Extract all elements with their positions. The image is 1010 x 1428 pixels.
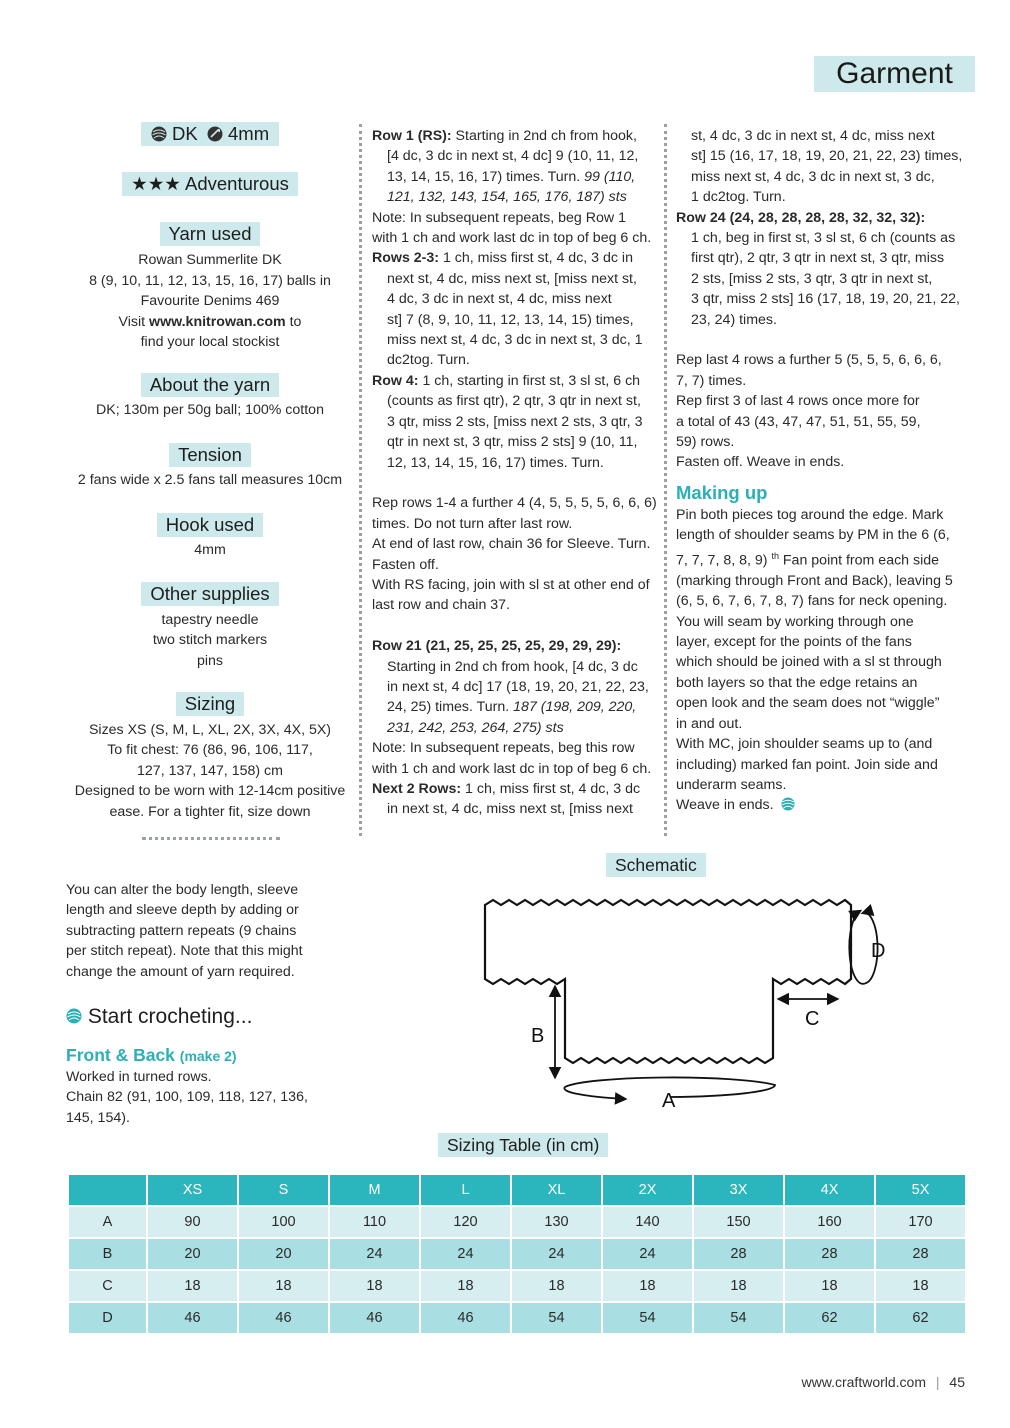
text-line: 3 qtr, miss 2 sts, [miss next 2 sts, 3 qtr, 3 [387,413,643,430]
table-cell: 24 [421,1239,510,1269]
text-line [372,697,662,717]
table-cell: 18 [148,1271,237,1301]
text-line: change the amount of yarn required. [66,963,295,980]
table-cell: 46 [330,1303,419,1333]
repeat-instruction [372,493,662,615]
dotted-divider [664,124,667,836]
text-line: With MC, join shoulder seams up to (and [676,736,933,753]
text-line: 1 ch, starting in first st, 3 sl st, 6 ch [418,372,641,389]
text-line: Fasten off. Weave in ends. [676,454,845,471]
page-number: 45 [949,1374,965,1390]
table-cell: 100 [239,1207,328,1237]
repeat-instruction [676,350,970,472]
text-line: in next st, 4 dc] 17 (18, 19, 20, 21, 22, 23, [387,678,649,695]
table-header-cell: XS [148,1175,237,1205]
text-line: Note: In subsequent repeats, beg Row 1 [372,209,626,226]
text-line: You will seam by working through one [676,613,914,630]
row24-instruction [676,208,970,330]
about-yarn-text: DK; 130m per 50g ball; 100% cotton [96,402,324,419]
text-line: which should be joined with a sl st through [676,654,942,671]
table-cell: 46 [148,1303,237,1333]
rowan-link[interactable]: www.knitrowan.com [149,313,286,330]
text-line: 145, 154). [66,1109,130,1126]
text-line: Sizes XS (S, M, L, XL, 2X, 3X, 4X, 5X) [88,721,332,738]
list-item: pins [196,652,224,669]
text-line: With RS facing, join with sl st at other end of [372,576,650,593]
text-line: Rep last 4 rows a further 5 (5, 5, 5, 6, 6, 6, [676,352,942,369]
row-label: Row 24 (24, 28, 28, 28, 28, 32, 32, 32): [676,209,926,226]
text-line: 7, 7) times. [676,372,747,389]
table-cell: D [69,1303,146,1333]
table-cell: 54 [603,1303,692,1333]
row-label: Row 4: [372,372,419,389]
text-line: 1 dc2tog. Turn. [691,189,786,206]
table-header-row [69,1175,965,1205]
text-line: per stitch repeat). Note that this might [66,943,303,960]
table-cell: 90 [148,1207,237,1237]
front-back-heading [66,1044,336,1067]
tension-heading: Tension [169,443,251,467]
table-header-cell: L [421,1175,510,1205]
text-line [372,167,662,187]
making-up-heading: Making up [676,481,768,503]
row-label: Row 1 (RS): [372,128,452,144]
text-line: in and out. [676,715,743,732]
text-line: open look and the seam does not “wiggle” [676,695,940,712]
table-cell: 18 [239,1271,328,1301]
text-line: 3 qtr, miss 2 sts] 16 (17, 18, 19, 20, 21, 22, [691,291,960,308]
text-line: 1 ch, beg in first st, 3 sl st, 6 ch (counts as [691,230,956,247]
text-line: Rowan Summerlite DK [138,252,282,269]
about-yarn-heading: About the yarn [141,373,279,397]
text-line: You can alter the body length, sleeve [66,882,299,898]
text-line: miss next st, 4 dc, 3 dc in next st, 3 dc, [691,168,935,185]
dimension-b-label: B [531,1025,545,1047]
text-line: 23, 24) times. [691,311,777,328]
text-line: in next st, 4 dc, miss next st, [miss next [387,801,633,818]
table-cell: 24 [603,1239,692,1269]
table-cell: 28 [694,1239,783,1269]
section-tag: Garment [814,56,975,92]
text-line: next st, 4 dc, miss next st, [miss next st, [387,270,637,287]
table-cell: C [69,1271,146,1301]
text-line: Note: In subsequent repeats, beg this row [372,740,635,757]
table-cell: 28 [785,1239,874,1269]
footer-separator: | [935,1374,940,1390]
text-line: length and sleeve depth by adding or [66,902,299,919]
table-header-cell: S [239,1175,328,1205]
table-cell: A [69,1207,146,1237]
text-line: Favourite Denims 469 [140,293,280,310]
dotted-divider [142,837,280,840]
yarn-ball-icon [151,126,167,142]
table-cell: 110 [330,1207,419,1237]
stitch-count: 187 (198, 209, 220, [513,699,637,716]
text-line: 1 ch, miss first st, 4 dc, 3 dc in [439,250,633,267]
table-cell: 18 [512,1271,601,1301]
table-cell: 18 [330,1271,419,1301]
dotted-divider [359,124,362,836]
table-cell: 18 [694,1271,783,1301]
text-line: Starting in 2nd ch from hook, [4 dc, 3 dc [387,658,638,675]
table-cell: 62 [876,1303,965,1333]
tension-text: 2 fans wide x 2.5 fans tall measures 10cm [77,472,343,489]
table-cell: 54 [512,1303,601,1333]
heading-text: Front & Back [66,1045,175,1066]
other-supplies-list [66,610,354,672]
note [372,738,662,779]
text-line: (counts as first qtr), 2 qtr, 3 qtr in next st, [387,393,641,410]
table-header-cell: M [330,1175,419,1205]
text-line: Chain 82 (91, 100, 109, 118, 127, 136, [66,1089,308,1106]
table-cell: 130 [512,1207,601,1237]
yarn-ball-icon [66,1008,82,1024]
other-supplies-heading: Other supplies [141,582,278,606]
text-line: Pin both pieces tog around the edge. Mark [676,506,944,523]
text-line [676,546,970,571]
hook-icon [207,126,223,142]
table-cell: B [69,1239,146,1269]
text-line: length of shoulder seams by PM in the 6 (6, [676,527,950,544]
making-up-text [676,505,970,816]
row21-instruction [372,636,662,738]
instructions-column-3 [676,126,970,816]
table-cell: 120 [421,1207,510,1237]
dimension-c-label: C [805,1008,820,1030]
text-line: subtracting pattern repeats (9 chains [66,922,297,939]
sizing-text [66,720,354,823]
heading-text: Start crocheting... [87,1005,253,1029]
yarn-ball-end-icon [781,797,795,811]
table-cell: 140 [603,1207,692,1237]
table-header-cell: 5X [876,1175,965,1205]
yarn-used-text [66,250,354,353]
yarn-used-heading: Yarn used [160,222,261,246]
text-line: including) marked fan point. Join side and [676,756,938,773]
row-label: Next 2 Rows: [372,780,462,797]
continued-instruction [676,126,970,208]
schematic-diagram [475,875,900,1120]
text-line: st, 4 dc, 3 dc in next st, 4 dc, miss next [691,128,935,144]
text-line: (marking through Front and Back), leaving 5 [676,572,953,589]
sizing-table [67,1173,967,1335]
text-line: 59) rows. [676,434,735,451]
row4-instruction [372,371,662,473]
text-span: 24, 25) times. Turn. [387,699,514,716]
table-cell: 24 [512,1239,601,1269]
yarn-weight: DK [172,123,198,144]
difficulty-stars: ★★★ [131,173,181,195]
table-cell: 170 [876,1207,965,1237]
table-cell: 24 [330,1239,419,1269]
list-item: tapestry needle [161,611,259,628]
text-line: [4 dc, 3 dc in next st, 4 dc] 9 (10, 11, 12, [387,148,639,165]
text-line: st] 15 (16, 17, 18, 19, 20, 21, 22, 23) times, [691,148,963,165]
table-cell: 28 [876,1239,965,1269]
table-cell: 46 [421,1303,510,1333]
table-cell: 160 [785,1207,874,1237]
table-cell: 20 [148,1239,237,1269]
table-cell: 46 [239,1303,328,1333]
text-line: a total of 43 (43, 47, 47, 51, 51, 55, 59, [676,413,921,430]
text-line: 2 sts, [miss 2 sts, 3 qtr, 3 qtr in next st, [691,270,933,287]
tip-text [66,880,336,982]
text-line: 4 dc, 3 dc in next st, 4 dc, miss next [387,291,612,308]
bottom-left-section [66,880,336,1128]
next2-instruction [372,779,662,820]
stitch-count: 121, 132, 143, 154, 165, 176, 187) sts [387,189,627,206]
text-line: times. Do not turn after last row. [372,515,573,532]
table-cell: 18 [603,1271,692,1301]
text-line: Starting in 2nd ch from hook, [451,128,637,144]
text-line: 1 ch, miss first st, 4 dc, 3 dc [461,780,641,797]
pattern-info-column [66,122,354,822]
text-span: 13, 14, 15, 16, 17) times. Turn. [387,168,585,185]
text-line: qtr in next st, 3 qtr, miss 2 sts] 9 (10, 11, [387,434,638,451]
visit-text: Visit [118,313,150,330]
text-line [676,795,970,815]
text-span: Fan point from each side [778,552,940,569]
table-cell: 18 [785,1271,874,1301]
note [372,208,662,249]
table-row [69,1271,965,1301]
text-line: At end of last row, chain 36 for Sleeve. Turn. [372,536,651,553]
text-line: both layers so that the edge retains an [676,674,918,691]
footer-url[interactable]: www.craftworld.com [801,1374,926,1390]
text-line: with 1 ch and work last dc in top of beg 6 ch. [372,230,652,247]
table-cell: 54 [694,1303,783,1333]
instructions-column-2 [372,126,662,820]
superscript: th [771,550,779,561]
text-line: last row and chain 37. [372,597,511,614]
text-line: first qtr), 2 qtr, 3 qtr in next st, 3 qtr, miss [691,250,945,267]
hook-size: 4mm [228,123,270,144]
start-crocheting-heading [66,1004,336,1030]
table-header-cell: 2X [603,1175,692,1205]
dimension-a-label: A [662,1090,676,1112]
text-line: st] 7 (8, 9, 10, 11, 12, 13, 14, 15) times, [387,311,634,328]
text-line: 8 (9, 10, 11, 12, 13, 15, 16, 17) balls in [89,272,331,289]
text-line: Rep rows 1-4 a further 4 (4, 5, 5, 5, 5, 6, 6, 6) [372,495,657,512]
difficulty-label: Adventurous [185,173,289,195]
text-line: Designed to be worn with 12-14cm positive [74,783,346,800]
stitch-count: 99 (110, [584,168,636,185]
text-span: Weave in ends. [676,797,774,814]
hook-used-text: 4mm [194,541,226,558]
text-line: Worked in turned rows. [66,1069,212,1086]
table-header-cell: 3X [694,1175,783,1205]
table-cell: 18 [876,1271,965,1301]
text-line: dc2tog. Turn. [387,352,470,369]
table-row [69,1239,965,1269]
list-item: two stitch markers [152,632,268,649]
schematic-heading: Schematic [606,853,706,877]
text-line: with 1 ch and work last dc in top of beg 6 ch. [372,760,652,777]
sizing-table-heading: Sizing Table (in cm) [438,1133,608,1157]
text-line: ease. For a tighter fit, size down [109,803,311,820]
text-line: Fasten off. [372,556,439,573]
table-header-cell: XL [512,1175,601,1205]
difficulty-tag [122,172,298,196]
row-label: Row 21 (21, 25, 25, 25, 25, 29, 29, 29): [372,638,622,655]
sizing-heading: Sizing [176,692,244,716]
hook-used-heading: Hook used [157,513,263,537]
table-cell: 20 [239,1239,328,1269]
table-cell: 18 [421,1271,510,1301]
text-span: 7, 7, 7, 8, 8, 9) [676,552,772,569]
text-line: underarm seams. [676,776,787,793]
yarn-hook-tag [141,122,279,146]
table-row [69,1303,965,1333]
row-label: Rows 2-3: [372,250,440,267]
rows23-instruction [372,248,662,370]
row1-instruction [372,126,662,208]
text-line: Rep first 3 of last 4 rows once more for [676,393,920,410]
page-footer [760,1372,965,1392]
table-cell: 62 [785,1303,874,1333]
text-line: 12, 13, 14, 15, 16, 17) times. Turn. [387,454,604,471]
stitch-count: 231, 242, 253, 264, 275) sts [387,719,564,736]
text-line [66,312,354,333]
table-header-cell: 4X [785,1175,874,1205]
table-header-cell [69,1175,146,1205]
front-back-text [66,1067,336,1128]
text-line: (6, 5, 6, 7, 6, 7, 8, 7) fans for neck opening. [676,593,948,610]
visit-text-end: to [285,313,302,330]
text-line: miss next st, 4 dc, 3 dc in next st, 3 dc, 1 [387,332,643,349]
heading-sub: (make 2) [179,1048,237,1065]
dimension-d-label: D [871,940,886,962]
text-line: 127, 137, 147, 158) cm [137,762,283,779]
text-line: layer, except for the points of the fans [676,634,912,651]
text-line: find your local stockist [140,334,280,351]
table-row [69,1207,965,1237]
table-cell: 150 [694,1207,783,1237]
text-line: To fit chest: 76 (86, 96, 106, 117, [107,742,313,759]
